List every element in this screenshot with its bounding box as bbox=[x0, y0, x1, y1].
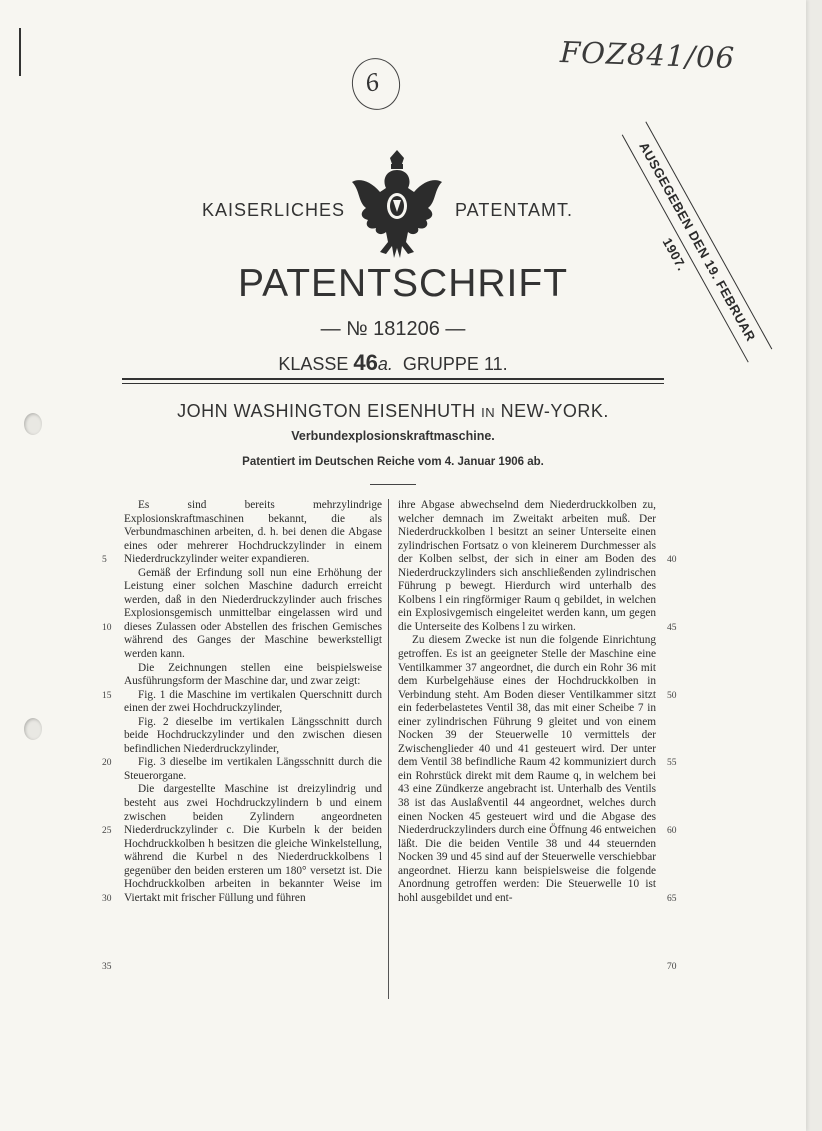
inventor-city: NEW-YORK. bbox=[500, 401, 609, 421]
paragraph: Zu diesem Zwecke ist nun die folgende Einrichtung getroffen. Es ist an geeigneter Stelle der Maschine eine Ventilkammer 37 angeordnet, die durch ein Rohr 36 mit dem Kurbelgehäuse eines der Hochdruckkolben in Verbindung steht. Am Boden dieser Ventilkammer sitzt ein federbelastetes Ventil 38, das mit einer Scheibe 7 in einer zylindrischen Führung 9 gleitet und von einem Nocken 39 der Steuerwelle 10 vermittels der Zwischenglieder 40 und 41 gesteuert wird. Der unter dem Ventil 38 befindliche Raum 42 kommuniziert durch ein Rohrstück direkt mit dem Raume q, in welchem bei 43 eine Zündkerze angebracht ist. Unterhalb des Ventils 38 ist das Auslaßventil 44 angeordnet, welches durch einen Nocken 45 gesteuert wird und die Abgase des Niederdruckzylinders durch eine Öffnung 46 entweichen läßt. Die die beiden Ventile 38 und 44 steuernden Nocken 39 und 45 sind auf der Steuerwelle verschiebbar angeordnet. Hierzu kann beispielsweise die folgende Anordnung getroffen werden: Die Steuerwelle 10 ist hohl ausgebildet und ent- bbox=[398, 634, 656, 904]
punch-hole-bottom bbox=[24, 718, 42, 740]
line-number: 5 bbox=[102, 555, 107, 566]
document-title: PATENTSCHRIFT bbox=[237, 262, 569, 305]
inventor-name: JOHN WASHINGTON EISENHUTH bbox=[177, 401, 476, 421]
patent-date-line: Patentiert im Deutschen Reiche vom 4. Januar 1906 ab. bbox=[242, 456, 544, 468]
paragraph: Die Zeichnungen stellen eine beispielsweise Ausführungsform der Maschine dar, und zwar zeigt: bbox=[124, 661, 382, 688]
paragraph: Die dargestellte Maschine ist dreizylindrig und besteht aus zwei Hochdruckzylindern b und einem zwischen beiden Zylindern angeordneten Niederdruckzylinder c. Die Kurbeln k der beiden Hochdruckkolben h besitzen die gleiche Winkelstellung, während die Kurbel n des Niederdruckkolbens l gegenüber den beiden ersteren um 180° versetzt ist. Die Hochdruckkolben arbeiten in bekannter Weise im Viertakt mit frischer Füllung und führen bbox=[124, 783, 382, 904]
header-left: KAISERLICHES bbox=[202, 200, 346, 220]
line-number: 25 bbox=[102, 826, 112, 837]
line-number: 15 bbox=[102, 690, 112, 701]
paragraph: Fig. 2 dieselbe im vertikalen Längsschnitt durch beide Hochdruckzylinder und den zwischen diesen befindlichen Niederdruckzylinder, bbox=[124, 715, 382, 755]
right-text-column bbox=[398, 499, 656, 905]
inventor-in: IN bbox=[481, 405, 496, 420]
paragraph: Es sind bereits mehrzylindrige Explosionskraftmaschinen bekannt, die als Verbundmaschinen arbeiten, d. h. bei denen die Abgase eines oder mehrerer Hochdruckzylinder in einem Niederdruckzylinder weiter expandieren. bbox=[124, 499, 382, 566]
klasse-prefix: KLASSE bbox=[278, 354, 349, 374]
patent-number: — № 181206 — bbox=[320, 318, 466, 340]
line-number: 55 bbox=[667, 758, 677, 769]
line-number: 65 bbox=[667, 893, 677, 904]
invention-title: Verbundexplosionskraftmaschine. bbox=[291, 429, 495, 443]
edge-mark bbox=[19, 28, 21, 76]
inventor-line bbox=[0, 401, 786, 422]
line-number: 30 bbox=[102, 893, 112, 904]
column-divider bbox=[388, 499, 389, 999]
line-number: 10 bbox=[102, 622, 112, 633]
imperial-eagle-icon bbox=[350, 148, 444, 264]
klasse-value: 46 bbox=[353, 350, 378, 375]
line-number: 40 bbox=[667, 555, 677, 566]
line-number: 50 bbox=[667, 690, 677, 701]
issue-date-text: AUSGEGEBEN DEN 19. FEBRUAR 1907. bbox=[622, 121, 773, 362]
line-number: 35 bbox=[102, 961, 112, 972]
paragraph: Fig. 3 dieselbe im vertikalen Längsschnitt durch die Steuerorgane. bbox=[124, 756, 382, 782]
line-number: 70 bbox=[667, 961, 677, 972]
header-rule-thin bbox=[122, 383, 664, 384]
paragraph: Gemäß der Erfindung soll nun eine Erhöhung der Leistung einer solchen Maschine dadurch erreicht werden, daß in den Niederdruckzylinder auch frisches Explosionsgemisch unmittelbar eingelassen wird und dieses Zulassen oder Abstellen des frischen Gemisches während des Ganges der Maschine bewerkstelligt werden kann. bbox=[124, 566, 382, 661]
header-right: PATENTAMT. bbox=[455, 200, 573, 220]
handwritten-circled-number bbox=[347, 54, 405, 115]
line-number: 45 bbox=[667, 622, 677, 633]
section-rule bbox=[370, 484, 416, 485]
klasse-suffix: a. bbox=[377, 354, 393, 374]
header-rule-thick bbox=[122, 378, 664, 380]
line-number: 20 bbox=[102, 758, 112, 769]
gruppe: GRUPPE 11. bbox=[402, 354, 508, 374]
paragraph: Fig. 1 die Maschine im vertikalen Querschnitt durch einen der zwei Hochdruckzylinder, bbox=[124, 688, 382, 715]
handwritten-archive-code: FOZ841/06 bbox=[559, 34, 736, 76]
left-text-column bbox=[124, 499, 382, 905]
circled-number-text: 6 bbox=[362, 66, 382, 98]
classification bbox=[0, 350, 786, 376]
paragraph: ihre Abgase abwechselnd dem Niederdruckkolben zu, welcher demnach im Zweitakt arbeiten muß. Der Niederdruckkolben l besitzt an seiner Unterseite einen zylindrischen Fortsatz o von kleinerem Durchmesser als der Kolben selbst, der sich in einer am Boden des Niederdruckzylinders sich anschließenden zylindrischen Führung p bewegt. Hierdurch wird unterhalb des Kolbens l ein ringförmiger Raum q gebildet, in welchen ein Explosivgemisch eingeleitet werden kann, um gegen die Unterseite des Kolbens l zu wirken. bbox=[398, 499, 656, 633]
line-number: 60 bbox=[667, 826, 677, 837]
